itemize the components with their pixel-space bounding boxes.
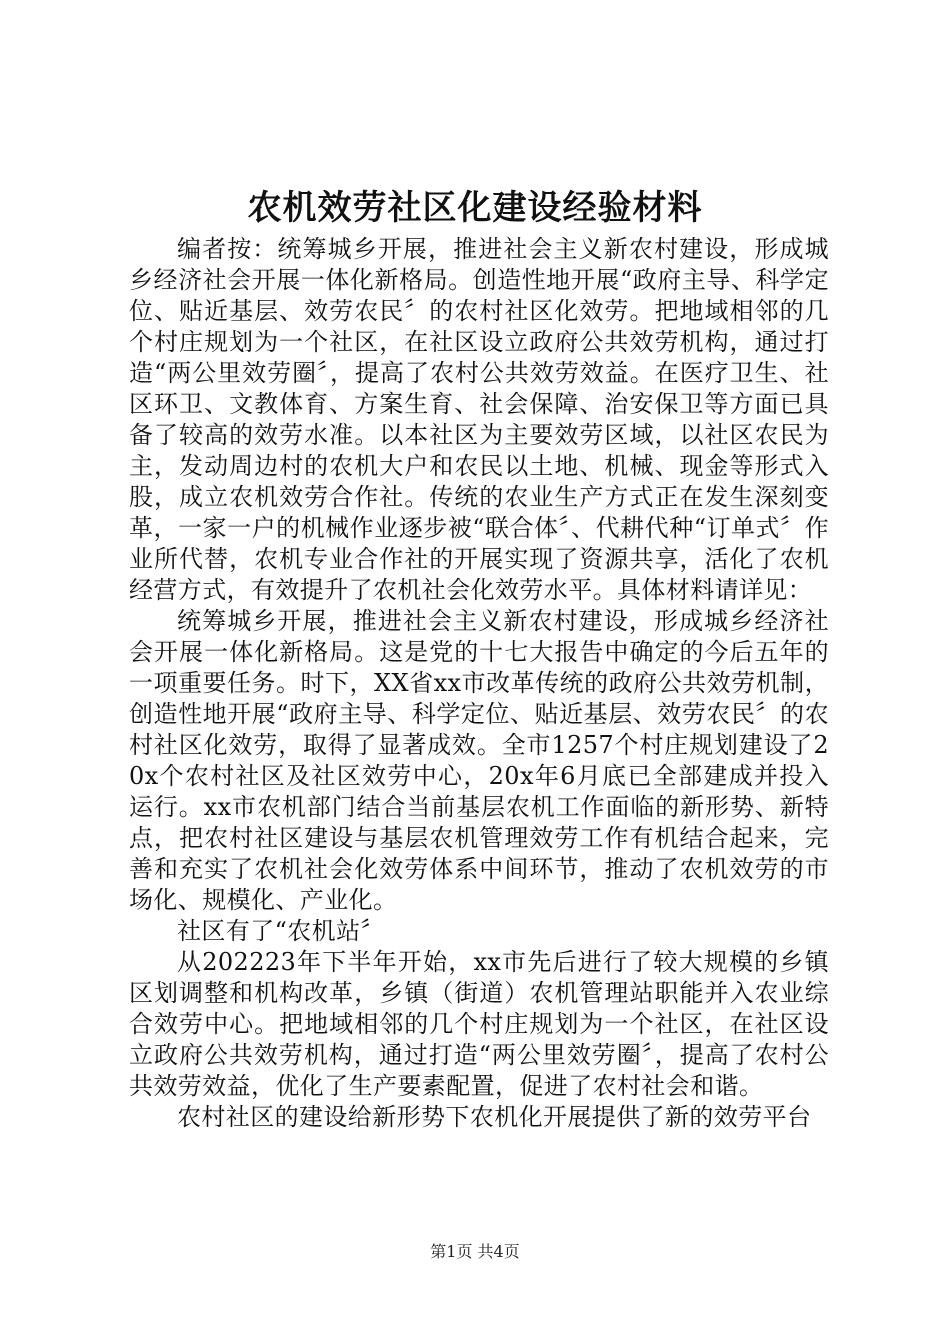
page-number-footer: 第1页 共4页 [430,1242,520,1261]
editor-note-paragraph: 编者按：统筹城乡开展，推进社会主义新农村建设，形成城乡经济社会开展一体化新格局。创造性地开展“政府主导、科学定位、贴近基层、效劳农民〞的农村社区化效劳。把地域相邻的几个村庄规划为一个社区，在社区设立政府公共效劳机构，通过打造“两公里效劳圈〞，提高了农村公共效劳效益。在医疗卫生、社区环卫、文教体育、方案生育、社会保障、治安保卫等方面已具备了较高的效劳水准。以本社区为主要效劳区域，以社区农民为主，发动周边村的农机大户和农民以土地、机械、现金等形式入股，成立农机效劳合作社。传统的农业生产方式正在发生深刻变革，一家一户的机械作业逐步被“联合体〞、代耕代种“订单式〞作业所代替，农机专业合作社的开展实现了资源共享，活化了农机经营方式，有效提升了农机社会化效劳水平。具体材料请详见： [129,235,829,604]
body-paragraph: 统筹城乡开展，推进社会主义新农村建设，形成城乡经济社会开展一体化新格局。这是党的十七大报告中确定的今后五年的一项重要任务。时下，XX省xx市改革传统的政府公共效劳机制，创造性地开展“政府主导、科学定位、贴近基层、效劳农民〞的农村社区化效劳，取得了显著成效。全市1257个村庄规划建设了20x个农村社区及社区效劳中心，20x年6月底已全部建成并投入运行。xx市农机部门结合当前基层农机工作面临的新形势、新特点，把农村社区建设与基层农机管理效劳工作有机结合起来，完善和充实了农机社会化效劳体系中间环节，推动了农机效劳的市场化、规模化、产业化。 [129,607,829,914]
section-heading: 社区有了“农机站〞 [177,917,385,945]
body-paragraph: 农村社区的建设给新形势下农机化开展提供了新的效劳平台 [177,1103,812,1131]
document-title: 农机效劳社区化建设经验材料 [247,188,703,228]
body-paragraph: 从202223年下半年开始，xx市先后进行了较大规模的乡镇区划调整和机构改革，乡镇（街道）农机管理站职能并入农业综合效劳中心。把地域相邻的几个村庄规划为一个社区，在社区设立政府公共效劳机构，通过打造“两公里效劳圈〞，提高了农村公共效劳效益，优化了生产要素配置，促进了农村社会和谐。 [129,948,829,1100]
document-body [129,234,829,1133]
